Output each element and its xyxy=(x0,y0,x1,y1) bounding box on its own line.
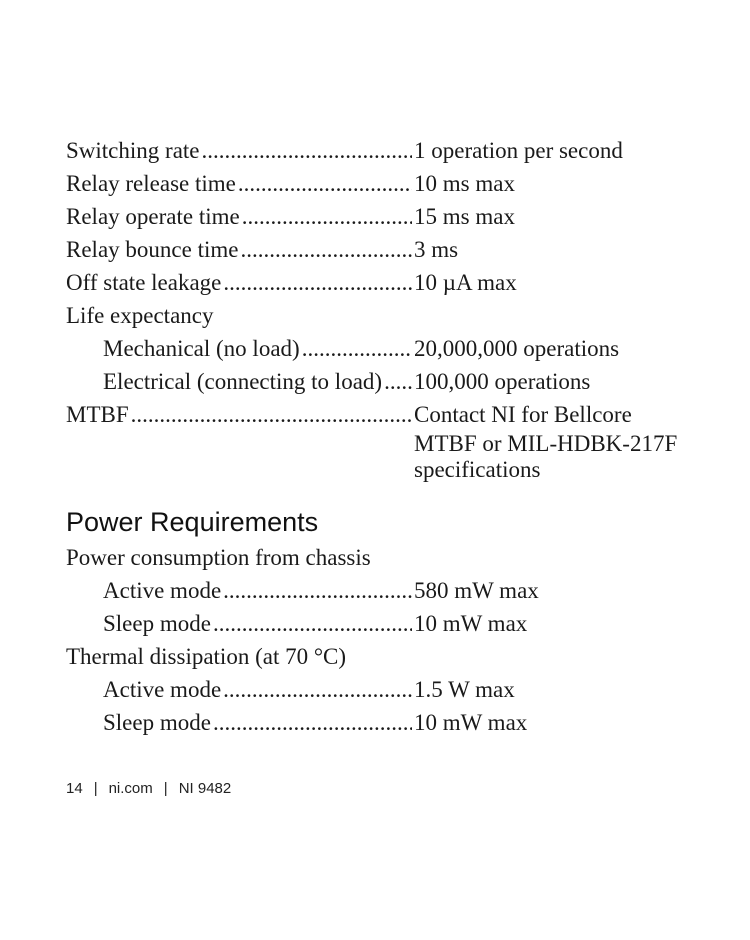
spec-value: 1 operation per second xyxy=(414,138,623,163)
footer-site-link: ni.com xyxy=(108,780,153,797)
spec-row-thermal-active xyxy=(66,673,706,706)
life-expectancy-heading: Life expectancy xyxy=(66,303,214,328)
section-heading-power-requirements: Power Requirements xyxy=(66,507,319,537)
spec-label: Relay bounce time xyxy=(66,237,239,262)
footer-separator: | xyxy=(93,780,98,797)
spec-value: 1.5 W max xyxy=(414,677,515,702)
spec-row-consumption-sleep xyxy=(66,607,706,640)
spec-list xyxy=(66,134,706,739)
spec-row-consumption-active xyxy=(66,574,706,607)
dot-leader xyxy=(384,365,412,398)
spec-label: Sleep mode xyxy=(103,710,211,735)
page-number: 14 xyxy=(66,780,83,797)
spec-value: 100,000 operations xyxy=(414,369,591,394)
dot-leader xyxy=(202,134,413,167)
dot-leader xyxy=(302,332,412,365)
mtbf-value-line: specifications xyxy=(414,457,541,482)
spec-label: Mechanical (no load) xyxy=(103,336,300,361)
mtbf-value-line: MTBF or MIL-HDBK-217F xyxy=(414,431,678,456)
spec-row-thermal-sleep xyxy=(66,706,706,739)
spec-value: 15 ms max xyxy=(414,204,515,229)
dot-leader xyxy=(223,673,412,706)
dot-leader xyxy=(223,574,412,607)
spec-row-switching-rate xyxy=(66,134,706,167)
spec-value: 10 mW max xyxy=(414,710,528,735)
dot-leader xyxy=(213,607,412,640)
spec-row-mtbf xyxy=(66,398,706,483)
spec-label: Relay operate time xyxy=(66,204,240,229)
mtbf-value-line: Contact NI for Bellcore xyxy=(414,402,632,427)
spec-value: 580 mW max xyxy=(414,578,539,603)
spec-row-relay-bounce-time xyxy=(66,233,706,266)
footer-separator: | xyxy=(163,780,168,797)
thermal-dissipation-heading: Thermal dissipation (at 70 °C) xyxy=(66,644,347,669)
spec-row-mechanical xyxy=(66,332,706,365)
spec-row-relay-operate-time xyxy=(66,200,706,233)
spec-row-relay-release-time xyxy=(66,167,706,200)
footer-product-name: NI 9482 xyxy=(178,780,232,797)
spec-label: Active mode xyxy=(103,578,222,603)
dot-leader xyxy=(131,398,412,431)
spec-label: Electrical (connecting to load) xyxy=(103,369,383,394)
spec-value: 10 µA max xyxy=(414,270,517,295)
spec-value: 10 ms max xyxy=(414,171,515,196)
dot-leader xyxy=(242,200,412,233)
spec-value: 10 mW max xyxy=(414,611,528,636)
spec-value-mtbf xyxy=(412,398,706,483)
dot-leader xyxy=(240,233,412,266)
dot-leader xyxy=(238,167,412,200)
dot-leader xyxy=(213,706,412,739)
spec-label: Off state leakage xyxy=(66,270,222,295)
page-footer xyxy=(66,780,231,797)
dot-leader xyxy=(223,266,412,299)
spec-label: Switching rate xyxy=(66,138,200,163)
spec-label: Sleep mode xyxy=(103,611,211,636)
spec-label: Active mode xyxy=(103,677,222,702)
power-consumption-heading: Power consumption from chassis xyxy=(66,545,371,570)
spec-value: 3 ms xyxy=(414,237,459,262)
spec-row-off-state-leakage xyxy=(66,266,706,299)
spec-value: 20,000,000 operations xyxy=(414,336,620,361)
spec-label: Relay release time xyxy=(66,171,236,196)
spec-label: MTBF xyxy=(66,402,129,427)
spec-row-electrical xyxy=(66,365,706,398)
